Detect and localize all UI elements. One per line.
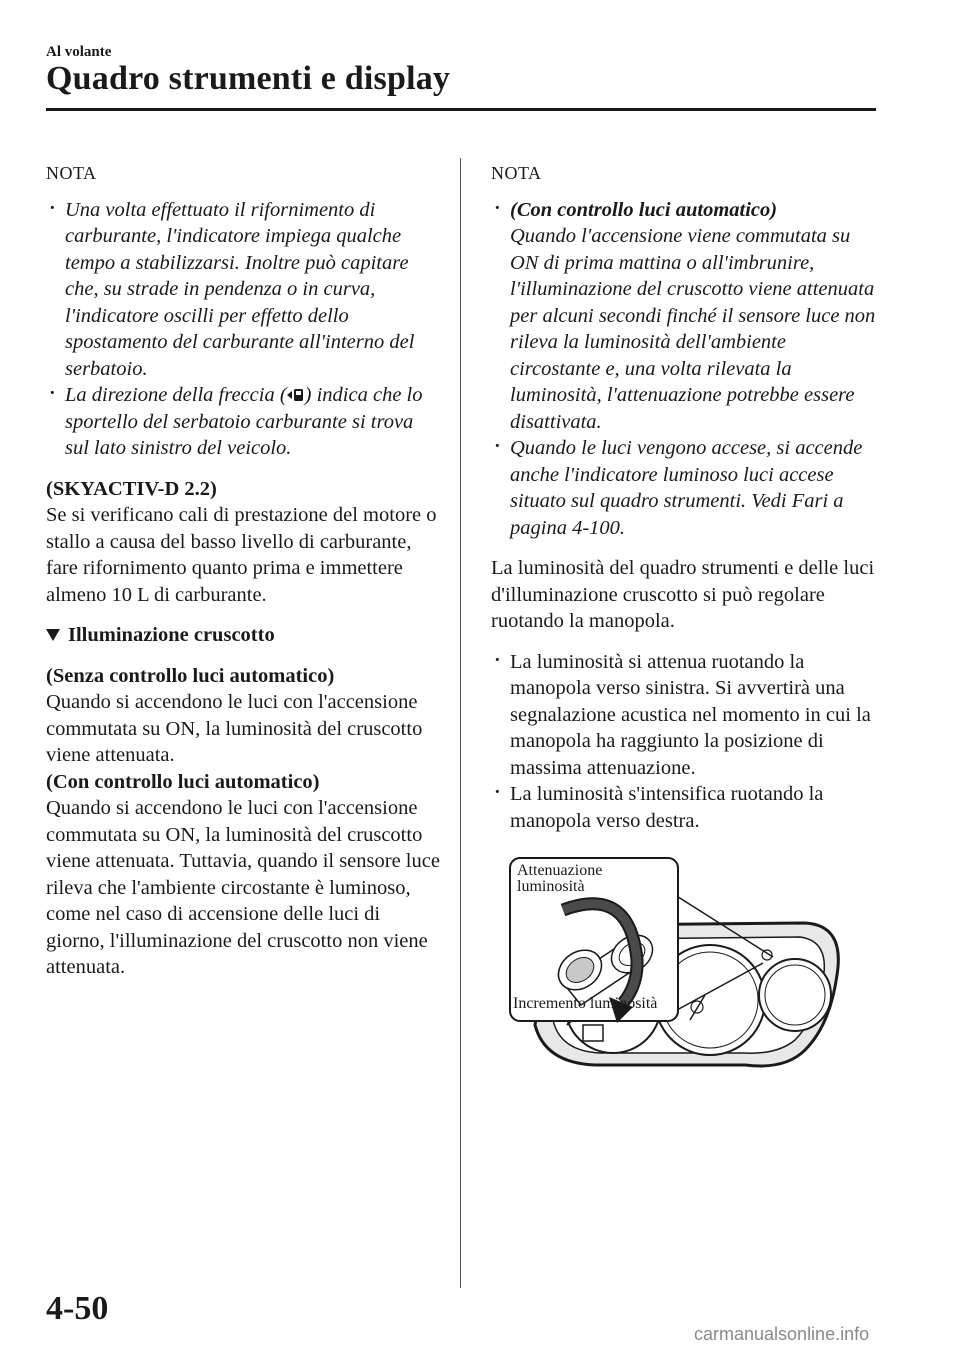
bullet-item: · La luminosità si attenua ruotando la manopola verso sinistra. Si avvertirà una segnalazione acustica nel momento in cui la manopola ha raggiunto la posizione di massima attenuazione.: [491, 649, 881, 782]
left-column: [46, 160, 441, 995]
bullet-item: · La luminosità s'intensifica ruotando la manopola verso destra.: [491, 781, 881, 834]
skyactiv-text: Se si verificano cali di prestazione del motore o stallo a causa del basso livello di carburante, fare rifornimento quanto prima e immettere almeno 10 L di carburante.: [46, 504, 437, 606]
figure-label-bottom: Incremento luminosità: [513, 995, 658, 1012]
note-list: [491, 197, 881, 542]
auto-text: Quando si accendono le luci con l'accensione commutata su ON, la luminosità del cruscotto viene attenuata. Tuttavia, quando il sensore luce rileva che l'ambiente circostante è luminoso, come nel caso di accensione delle luci di giorno, l'illuminazione del cruscotto non viene attenuata.: [46, 797, 440, 978]
page-title: Quadro strumenti e display: [46, 60, 451, 97]
instrument-cluster-illustration: [505, 855, 850, 1085]
bullet-list: [491, 649, 881, 835]
note-item: [46, 382, 441, 462]
no-auto-text: Quando si accendono le luci con l'accensione commutata su ON, la luminosità del cruscotto viene attenuata.: [46, 691, 423, 766]
header-rule: [46, 108, 876, 111]
section-heading: [46, 622, 441, 649]
note-item: [491, 197, 881, 436]
intro-text: La luminosità del quadro strumenti e delle luci d'illuminazione cruscotto si può regolare ruotando la manopola.: [491, 557, 875, 632]
right-column: [491, 160, 881, 834]
section-label: Al volante: [46, 44, 112, 60]
figure-label-top: Attenuazione: [517, 862, 603, 879]
note-text: Quando l'accensione viene commutata su ON di prima mattina o all'imbrunire, l'illuminazione del cruscotto viene attenuata per alcuni secondi finché il sensore luce non rileva la luminosità dell'ambiente circostante e, una volta rilevata la luminosità, l'attenuazione potrebbe essere disattivata.: [510, 225, 876, 433]
no-auto-heading: (Senza controllo luci automatico): [46, 664, 335, 687]
note-text: ) indica che lo sportello del serbatoio carburante si trova sul lato sinistro del veicolo.: [65, 384, 423, 459]
note-item: · Una volta effettuato il rifornimento di carburante, l'indicatore impiega qualche tempo a stabilizzarsi. Inoltre può capitare che, su strade in pendenza o in curva, l'indicatore oscilli per effetto dello spostamento del carburante all'interno del serbatoio.: [46, 197, 441, 383]
section-heading-text: Illuminazione cruscotto: [68, 624, 275, 646]
dimmer-knob-figure: [505, 855, 850, 1085]
nota-label: NOTA: [491, 163, 542, 183]
page-number: 4-50: [46, 1290, 109, 1327]
skyactiv-heading: (SKYACTIV-D 2.2): [46, 477, 217, 500]
watermark: carmanualsonline.info: [694, 1324, 870, 1344]
note-item: · Quando le luci vengono accese, si accende anche l'indicatore luminoso luci accese situato sul quadro strumenti. Vedi Fari a pagina 4-100.: [491, 435, 881, 541]
column-divider: [460, 158, 461, 1288]
fuel-door-arrow-icon: [287, 386, 305, 404]
triangle-marker-icon: [46, 629, 60, 641]
figure-label-top: luminosità: [517, 878, 585, 895]
note-heading: (Con controllo luci automatico): [510, 198, 778, 221]
note-list: [46, 197, 441, 462]
note-text: La direzione della freccia (: [65, 384, 287, 406]
auto-heading: (Con controllo luci automatico): [46, 770, 320, 793]
nota-label: NOTA: [46, 163, 97, 183]
